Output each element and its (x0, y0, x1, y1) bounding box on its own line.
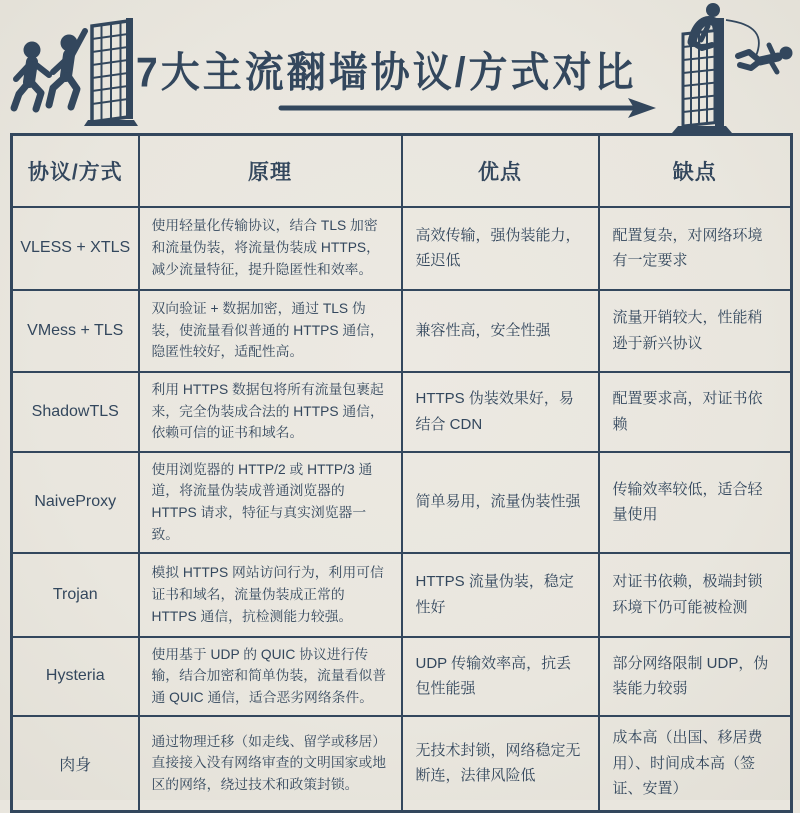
protocol-name-cell: Trojan (12, 553, 139, 637)
principle-cell: 使用浏览器的 HTTP/2 或 HTTP/3 通道，将流量伪装成普通浏览器的 HTTPS 请求，特征与真实浏览器一致。 (139, 452, 402, 553)
table-row (12, 290, 792, 372)
cons-cell: 配置要求高，对证书依赖 (599, 372, 792, 452)
pros-cell: HTTPS 伪装效果好，易结合 CDN (402, 372, 599, 452)
pros-cell: 无技术封锁，网络稳定无断连，法律风险低 (402, 716, 599, 811)
wall-jump-icon (672, 0, 800, 133)
principle-cell: 使用基于 UDP 的 QUIC 协议进行传输，结合加密和简单伪装，流量看似普通 QUIC 通信，适合恶劣网络条件。 (139, 637, 402, 716)
table-row (12, 372, 792, 452)
principle-cell: 双向验证 + 数据加密，通过 TLS 伪装，使流量看似普通的 HTTPS 通信，隐匿性较好，适配性高。 (139, 290, 402, 372)
table-body (12, 207, 792, 812)
pros-cell: 简单易用，流量伪装性强 (402, 452, 599, 553)
direction-arrow (276, 94, 661, 122)
protocol-name-cell: VLESS + XTLS (12, 207, 139, 290)
cons-cell: 对证书依赖，极端封锁环境下仍可能被检测 (599, 553, 792, 637)
protocol-name-cell: Hysteria (12, 637, 139, 716)
pros-cell: 高效传输，强伪装能力，延迟低 (402, 207, 599, 290)
protocol-name-cell: ShadowTLS (12, 372, 139, 452)
cons-cell: 传输效率较低，适合轻量使用 (599, 452, 792, 553)
banner (0, 0, 800, 133)
column-header-pros: 优点 (402, 135, 599, 207)
protocol-name-cell: VMess + TLS (12, 290, 139, 372)
pros-cell: HTTPS 流量伪装，稳定性好 (402, 553, 599, 637)
principle-cell: 利用 HTTPS 数据包将所有流量包裹起来，完全伪装成合法的 HTTPS 通信，依赖可信的证书和域名。 (139, 372, 402, 452)
protocol-comparison-table (10, 133, 793, 813)
right-arrow-icon (276, 94, 661, 122)
protocol-name-cell: 肉身 (12, 716, 139, 811)
pros-cell: UDP 传输效率高，抗丢包性能强 (402, 637, 599, 716)
column-header-protocol: 协议/方式 (12, 135, 139, 207)
column-header-principle: 原理 (139, 135, 402, 207)
page-title: 7大主流翻墙协议/方式对比 (136, 50, 637, 97)
cons-cell: 配置复杂，对网络环境有一定要求 (599, 207, 792, 290)
table-row (12, 553, 792, 637)
header-row (12, 135, 792, 207)
people-before-wall-illustration (8, 12, 138, 130)
protocol-name-cell: NaiveProxy (12, 452, 139, 553)
people-before-wall-icon (8, 12, 138, 130)
table-row (12, 716, 792, 811)
table-row (12, 637, 792, 716)
cons-cell: 部分网络限制 UDP，伪装能力较弱 (599, 637, 792, 716)
principle-cell: 通过物理迁移（如走线、留学或移居）直接接入没有网络审查的文明国家或地区的网络，绕过技术和政策封锁。 (139, 716, 402, 811)
principle-cell: 模拟 HTTPS 网站访问行为，利用可信证书和域名，流量伪装成正常的 HTTPS 通信，抗检测能力较强。 (139, 553, 402, 637)
table-row (12, 452, 792, 553)
cons-cell: 成本高（出国、移居费用）、时间成本高（签证、安置） (599, 716, 792, 811)
principle-cell: 使用轻量化传输协议，结合 TLS 加密和流量伪装，将流量伪装成 HTTPS，减少流量特征，提升隐匿性和效率。 (139, 207, 402, 290)
column-header-cons: 缺点 (599, 135, 792, 207)
cons-cell: 流量开销较大，性能稍逊于新兴协议 (599, 290, 792, 372)
table-header (12, 135, 792, 207)
table-row (12, 207, 792, 290)
pros-cell: 兼容性高，安全性强 (402, 290, 599, 372)
wall-jump-illustration (672, 0, 800, 133)
